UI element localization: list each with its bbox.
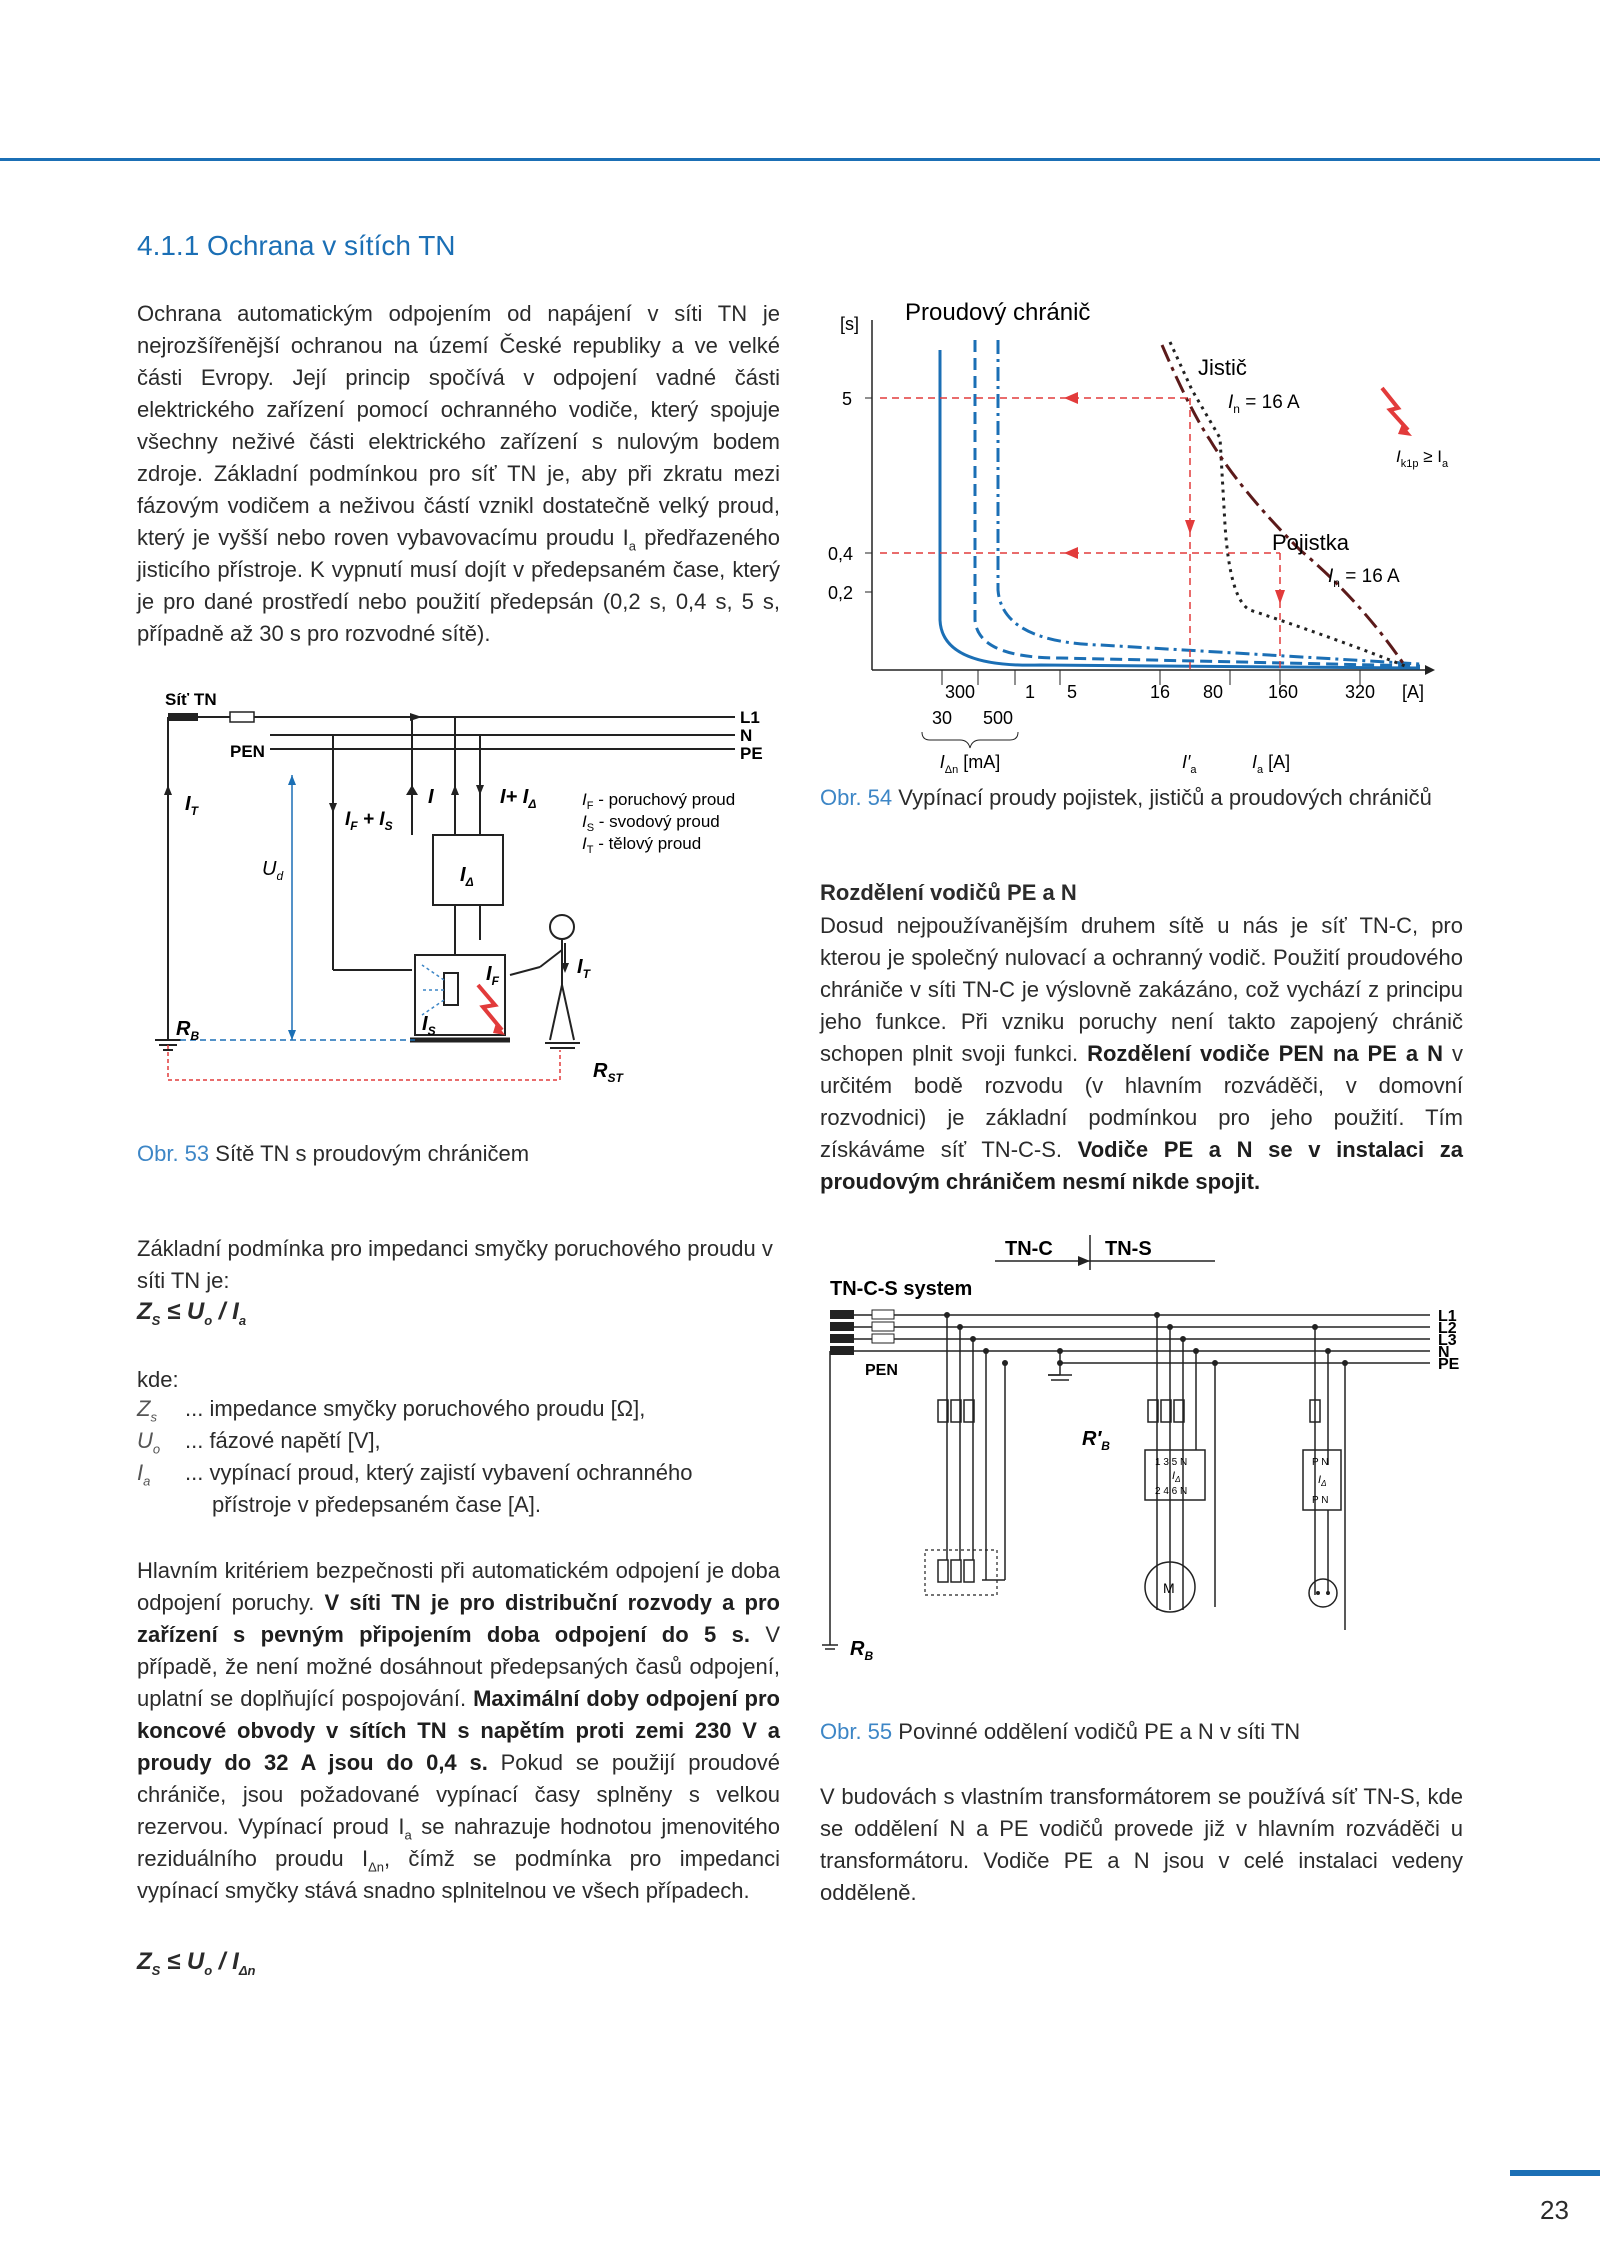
figure-55-caption: Obr. 55 Povinné oddělení vodičů PE a N v síti TN	[820, 1719, 1301, 1744]
label-tns: TN-S	[1105, 1238, 1152, 1260]
fault-lightning-icon	[478, 985, 502, 1030]
legend-row-ia: $I_a$ ... vypínací proud, který zajistí vybavení ochranného přístroje v předepsaném čase [A].	[137, 1460, 693, 1517]
y-tick-5: 5	[842, 389, 853, 409]
criteria-paragraph: Hlavním kritériem bezpečnosti při automatickém odpojení je doba odpojení poruchy. V síti TN je pro distribuční rozvody a pro zařízení s pevným připojením doba odpojení do 5 s. V případě, že není možné dosáhnout předepsaných časů odpojení, uplatní se doplňující pospojování. Maximální doby odpojení pro koncové obvody v sítích TN s napětím proti zemi 230 V a proudy do 32 A jsou do 0,4 s. Pokud se použijí proudové chrániče, jsou požadované vypínací časy splněny s velkou rezervou. Vypínací proud $I_a$ se nahrazuje hodnotou jmenovitého reziduálního proudu $I_{\Delta n}$, čímž se podmínka pro impedanci vypínací smyčky stává snadno splnitelnou ve všech případech.	[137, 1558, 781, 1903]
x-tick-300: 300	[944, 682, 976, 702]
impedance-intro: Základní podmínka pro impedanci smyčky poruchového proudu v síti TN je:	[137, 1236, 773, 1293]
label-if-is: $I_F + I_S$	[345, 809, 393, 833]
y-tick-02: 0,2	[828, 583, 854, 603]
label-jistic: Jistič	[1198, 355, 1247, 380]
section-heading: 4.1.1 Ochrana v sítích TN	[137, 230, 456, 261]
top-rule	[0, 158, 1600, 161]
label-ik1p: $I_{k1p} \ge I_a$	[1396, 447, 1449, 470]
fault-loop	[168, 1045, 560, 1080]
intro-paragraph: Ochrana automatickým odpojením od napájení v síti TN je nejrozšířenější ochranou na území České republiky a ve velké části Evropy. Její princip spočívá v odpojení vadné části elektrického zařízení pomocí ochranného vodiče, který spojuje všechny neživé části elektrického zařízení s nulovým bodem zdroje. Základní podmínkou pro síť TN je, aby při zkratu mezi fázovým vodičem a neživou částí vznikl dostatečně velký proud, který je vyšší nebo roven vybavovacímu proudu $I_a$ předřazeného jisticího přístroje. K vypnutí musí dojít v předepsaném čase, který je pro dané prostředí nebo použití předepsán (0,2 s, 0,4 s, 5 s, případně až 30 s pro rozvodné sítě).	[137, 301, 780, 646]
rcd3-top: 1 3 5 N	[1155, 1457, 1188, 1468]
label-is: $I_S$	[422, 1013, 436, 1038]
x-label-ia-prime: $I'_a$	[1182, 752, 1197, 776]
label-l1-2: L1	[1438, 1308, 1457, 1325]
x-label-ia: $I_a$ [A]	[1252, 752, 1291, 776]
rcd3-mid: $I_\Delta$	[1172, 1470, 1181, 1484]
label-n: N	[740, 726, 753, 745]
label-i: I	[428, 786, 434, 808]
rcd1-top: P N	[1312, 1457, 1329, 1468]
label-sit: Síť TN	[165, 690, 217, 709]
final-paragraph: V budovách s vlastním transformátorem se používá síť TN-S, kde se oddělení N a PE vodičů provede již v hlavním rozváděči u transformátoru. Vodiče PE a N jsou v celé instalaci vedeny odděleně.	[820, 1784, 1463, 1905]
x-tick-5: 5	[1066, 682, 1078, 702]
label-it: $I_T$	[185, 793, 198, 818]
label-tnc: TN-C	[1005, 1238, 1053, 1260]
figure-53-caption: Obr. 53 Sítě TN s proudovým chráničem	[137, 1141, 530, 1166]
figure-53-diagram	[150, 685, 770, 1105]
page-bar	[1510, 2170, 1600, 2176]
label-rb-prime: $R'_B$	[1082, 1428, 1110, 1453]
chart-title: Proudový chránič	[905, 299, 1091, 326]
figure-54-caption: Obr. 54 Vypínací proudy pojistek, jističů a proudových chráničů	[820, 785, 1432, 810]
label-rb-2: $R_B$	[850, 1638, 874, 1663]
section-paragraph: Dosud nejpoužívanějším druhem sítě u nás je síť TN-C, pro kterou je společný nulovací a ochranný vodič. Použití proudového chrániče v síti TN-C je výslovně zakázáno, což vychází z principu jeho funkce. Při vzniku poruchy není takto zapojený chránič schopen plnit svoji funkci. Rozdělení vodiče PEN na PE a N v určitém bodě rozvodu (v hlavním rozváděči, v domovní rozvodnici) je základní podmínkou pro jeho použití. Tím získáváme síť TN-C-S. Vodiče PE a N se v instalaci za proudovým chráničem nesmí nikde spojit.	[820, 913, 1463, 1194]
label-l2: L2	[1438, 1320, 1457, 1337]
label-it-body: $I_T$	[577, 956, 590, 981]
label-pojistka: Pojistka	[1272, 530, 1350, 555]
label-rst: $R_{ST}$	[593, 1060, 623, 1085]
curve-rcd-500	[998, 340, 1420, 664]
label-pe-2: PE	[1438, 1356, 1460, 1373]
label-pe: PE	[740, 744, 763, 763]
x-tick-500: 500	[982, 708, 1014, 728]
y-tick-04: 0,4	[828, 544, 854, 564]
label-l1: L1	[740, 708, 760, 727]
formula-2: $Z_S \le U_o / I_{\Delta n}$	[137, 1948, 256, 1978]
x-tick-16: 16	[1149, 682, 1171, 702]
label-i-plus: $I+ I_\Delta$	[500, 786, 537, 811]
label-l3: L3	[1438, 1332, 1457, 1349]
formula-1: $Z_S \le U_o / I_a$	[137, 1298, 247, 1328]
subsection-title: Rozdělení vodičů PE a N	[820, 880, 1077, 905]
source-block	[168, 713, 198, 721]
legend-it: $I_T$ - tělový proud	[582, 834, 702, 856]
label-pojistka-in: $I_n = 16$ A	[1328, 566, 1400, 590]
rcd1-mid: $I_\Delta$	[1318, 1474, 1327, 1488]
label-pen-2: PEN	[865, 1362, 898, 1379]
legend-row-zs: $Z_s$ ... impedance smyčky poruchového proudu [Ω],	[137, 1396, 646, 1425]
page-number: 23	[1540, 2195, 1569, 2225]
label-ud: $U_d$	[262, 858, 284, 883]
legend-row-uo: $U_o$ ... fázové napětí [V],	[137, 1428, 381, 1457]
label-system: TN-C-S system	[830, 1278, 973, 1300]
x-tick-30: 30	[931, 708, 953, 728]
label-n-2: N	[1438, 1344, 1450, 1361]
label-rb: $R_B$	[176, 1018, 200, 1043]
x-tick-80: 80	[1202, 682, 1224, 702]
figure-55-diagram	[820, 1235, 1470, 1675]
label-if: $I_F$	[486, 963, 499, 988]
label-pen: PEN	[230, 742, 265, 761]
x-tick-320: 320	[1344, 682, 1376, 702]
x-tick-160: 160	[1267, 682, 1299, 702]
x-label-idn: $I_{\Delta n}$ [mA]	[939, 752, 1001, 776]
rcd3-bot: 2 4 6 N	[1155, 1486, 1188, 1497]
motor-icon: M	[1163, 1580, 1175, 1596]
y-unit: [s]	[840, 314, 860, 334]
legend-if: $I_F$ - poruchový proud	[582, 790, 736, 812]
figure-54-chart	[820, 290, 1460, 780]
x-unit: [A]	[1401, 682, 1425, 702]
label-jistic-in: $I_n = 16$ A	[1228, 392, 1300, 416]
short-circuit-lightning-icon	[1382, 388, 1408, 430]
legend-is: $I_S$ - svodový proud	[582, 812, 720, 834]
rcd1-bot: P N	[1312, 1495, 1329, 1506]
label-idelta: $I_\Delta$	[460, 864, 474, 889]
kde-label: kde:	[137, 1367, 179, 1392]
curve-rcd-300	[975, 340, 1420, 666]
x-tick-1: 1	[1024, 682, 1036, 702]
